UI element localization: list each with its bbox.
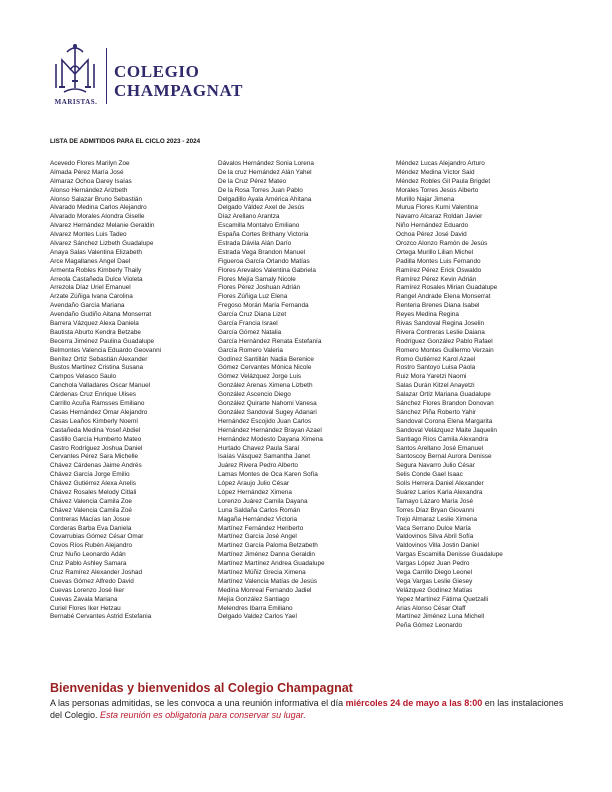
admitted-name: Valdovinos Villa Jostin Daniel — [396, 542, 479, 550]
admitted-name: Valdovinos Silva Abril Sofía — [396, 533, 474, 541]
admitted-name: Covos Ríos Rubén Alejandro — [50, 542, 133, 550]
admitted-name: González Quirarte Nahomi Vanesa — [218, 400, 317, 408]
admitted-name: Cuevas Zavala Mariana — [50, 595, 118, 603]
admitted-name: Sandoval Corona Elena Margarita — [396, 417, 493, 425]
admitted-name: Yepez Martínez Fátima Quetzalli — [396, 595, 489, 603]
admitted-name: Renteria Brenes Diana Isabel — [396, 302, 480, 310]
school-name — [114, 62, 243, 100]
admitted-name: Ramírez Pérez Kevin Adrián — [396, 275, 477, 283]
mandatory-notice: Esta reunión es obligatoria para conservar su lugar. — [100, 709, 306, 720]
admitted-name: Barrera Vázquez Alexa Daniela — [50, 320, 139, 328]
admitted-name: Gómez Velázquez Jorge Luis — [218, 373, 302, 381]
admitted-name: Campos Velasco Saulo — [50, 373, 117, 381]
admitted-name: Cruz Ramírez Alexander Joshad — [50, 568, 142, 576]
admitted-name: Murua Flores Kumi Valentina — [396, 204, 478, 212]
admitted-name: Orozco Alonzo Ramón de Jesús — [396, 240, 488, 248]
admitted-name: Hernández Escojido Juan Carlos — [218, 417, 312, 425]
admitted-name: España Cortes Brithany Victoria — [218, 231, 309, 239]
admitted-name: Alvarez Hernández Melanie Geraldin — [50, 222, 155, 230]
logo-divider — [106, 48, 107, 104]
admitted-name: Becerra Jiménez Paulina Guadalupe — [50, 337, 155, 345]
admitted-name: Morales Torres Jesús Alberto — [396, 186, 479, 194]
admitted-column-3 — [396, 160, 566, 631]
admitted-name: Sánchez Piña Roberto Yahir — [396, 408, 477, 416]
admitted-name: Acevedo Flores Marilyn Zoe — [50, 160, 130, 167]
admitted-name: Delgado Valdez Carlos Yael — [218, 613, 297, 621]
school-name-line1: COLEGIO — [114, 62, 200, 81]
admitted-name: Corderas Barba Eva Daniela — [50, 524, 132, 532]
admitted-name: Cruz Pablo Ashley Samara — [50, 560, 127, 568]
admitted-name: Mejía González Santiago — [218, 595, 290, 603]
welcome-paragraph — [50, 698, 570, 721]
admitted-name: González Arenas Ximena Lizbeth — [218, 382, 313, 390]
admitted-name: Alonso Hernández Arizbeth — [50, 186, 128, 194]
admitted-name: Ochoa Pérez José David — [396, 231, 467, 239]
admitted-name: Suárez Larios Karla Alexandra — [396, 488, 483, 496]
list-title: LISTA DE ADMITIDOS PARA EL CICLO 2023 - 2024 — [50, 138, 201, 145]
admitted-name: Reyes Medina Regina — [396, 311, 459, 319]
welcome-text-before: A las personas admitidas, se les convoca a una reunión informativa el día — [50, 698, 346, 708]
admitted-name: Vaca Serrano Dulce María — [396, 524, 471, 532]
admitted-name: Covarrubias Gómez César Omar — [50, 533, 144, 541]
admitted-name: Salazar Ortiz Mariana Guadalupe — [396, 391, 491, 399]
admitted-name: Rivera Contreras Leslie Daiana — [396, 328, 485, 336]
admitted-name: Martínez Fernández Heriberto — [218, 524, 304, 532]
admitted-name: Luna Saldaña Carlos Román — [218, 506, 301, 514]
admitted-name: Alvarez Sánchez Lizbeth Guadalupe — [50, 240, 154, 248]
admitted-name: Benítez Ortiz Sebastián Alexander — [50, 355, 148, 363]
admitted-name: Flores Mejía Samaly Nicole — [218, 275, 296, 283]
admitted-name: Alvarez Montes Luis Tadeo — [50, 231, 127, 239]
admitted-column-2 — [218, 160, 388, 622]
admitted-name: Chávez Rosales Melody Citlali — [50, 488, 137, 496]
admitted-name: Peña Gómez Leonardo — [396, 622, 463, 630]
admitted-name: Delgadillo Ayala América Ahitana — [218, 195, 312, 203]
admitted-name: Ortega Murillo Lilian Michel — [396, 248, 474, 256]
admitted-name: Rangel Andrade Elena Monserrat — [396, 293, 491, 301]
admitted-name: Martínez García Paloma Betzabeth — [218, 542, 318, 550]
admitted-name: Méndez Robles Gil Paula Brigdet — [396, 177, 491, 185]
admitted-name: Flores Pérez Joshuan Adrián — [218, 284, 301, 292]
admitted-name: Segura Navarro Julio César — [396, 462, 475, 470]
admitted-name: Solís Herrera Daniel Alexander — [396, 480, 484, 488]
admitted-name: Torres Díaz Bryan Giovanni — [396, 506, 475, 514]
admitted-name: Bautista Aburto Kendra Betzabe — [50, 328, 141, 336]
admitted-name: Selis Conde Gael Isaac — [396, 471, 463, 479]
admitted-name: Sánchez Flores Brandon Donovan — [396, 400, 494, 408]
admitted-name: Martínez Jiménez Luna Michell — [396, 613, 485, 621]
admitted-name: Martínez Valencia Matías de Jesús — [218, 577, 317, 585]
admitted-name: Arzate Zúñiga Ivana Carolina — [50, 293, 133, 301]
admitted-name: Estrada Dávila Alán Darío — [218, 240, 292, 248]
admitted-name: Carrillo Acuña Ramsses Emiliano — [50, 400, 145, 408]
admitted-name: Juárez Rivera Pedro Alberto — [218, 462, 298, 470]
admitted-name: Hernández Modesto Dayana Ximena — [218, 435, 323, 443]
admitted-name: Bustos Martínez Cristina Susana — [50, 364, 144, 372]
welcome-heading: Bienvenidas y bienvenidos al Colegio Champagnat — [50, 681, 353, 695]
admitted-name: Lorenzo Juárez Camila Dayana — [218, 497, 308, 505]
admitted-name: González Sandoval Sugey Adanari — [218, 408, 317, 416]
admitted-name: Vega Vargas Leslie Giesey — [396, 577, 473, 585]
admitted-name: Murillo Najar Jimena — [396, 195, 455, 203]
admitted-name: Méndez Medina Víctor Said — [396, 168, 475, 176]
admitted-name: Cuevas Lorenzo José Iker — [50, 586, 125, 594]
admitted-name: Belmontes Valencia Eduardo Geovanni — [50, 346, 162, 354]
admitted-name: Estrada Vega Brandon Manuel — [218, 248, 306, 256]
maristas-label: MARISTAS. — [54, 98, 98, 106]
admitted-name: Almada Pérez María José — [50, 168, 124, 176]
admitted-name: Arce Magallanes Angel Dael — [50, 257, 131, 265]
admitted-name: Santos Arellano José Emanuel — [396, 444, 484, 452]
admitted-list — [50, 160, 570, 670]
admitted-name: Curiel Flores Iker Hetzau — [50, 604, 121, 612]
admitted-name: Flores Zúñiga Luz Elena — [218, 293, 288, 301]
admitted-name: Rostro Santoyo Luisa Paola — [396, 364, 476, 372]
admitted-name: Canchola Valladares Oscar Manuel — [50, 382, 151, 390]
admitted-name: Chávez Gutiérrez Alexa Anelis — [50, 480, 136, 488]
admitted-name: Medina Monreal Fernando Jadiel — [218, 586, 312, 594]
admitted-name: Arias Alonso César Olaff — [396, 604, 466, 612]
admitted-name: Cruz Nuño Leonardo Adán — [50, 551, 126, 559]
admitted-name: Niño Hernández Eduardo — [396, 222, 469, 230]
admitted-name: Contreras Macías Ian Josue — [50, 515, 130, 523]
admitted-name: Salas Durán Kitzel Anayetzi — [396, 382, 475, 390]
admitted-name: Godínez Santillán Nadia Berenice — [218, 355, 314, 363]
admitted-name: Ruiz Mora Yaretzi Naomi — [396, 373, 467, 381]
admitted-name: Romo Gutiérrez Karol Azael — [396, 355, 476, 363]
admitted-name: García Romero Valeria — [218, 346, 283, 354]
admitted-name: Magaña Hernández Victoria — [218, 515, 298, 523]
admitted-name: Cárdenas Cruz Enrique Ulises — [50, 391, 136, 399]
admitted-name: Vega Carrillo Diego Leonel — [396, 568, 473, 576]
admitted-name: Martínez Jiménez Danna Geraldin — [218, 551, 315, 559]
admitted-name: Alvarado Morales Alondra Giselle — [50, 213, 145, 221]
admitted-name: Bernabé Cervantes Astrid Estefania — [50, 613, 152, 621]
admitted-name: González Ascencio Diego — [218, 391, 291, 399]
admitted-name: Castillo García Humberto Mateo — [50, 435, 142, 443]
admitted-name: Avendaño García Mariana — [50, 302, 125, 310]
admitted-name: Padilla Montes Luis Fernando — [396, 257, 481, 265]
admitted-name: Ramírez Pérez Erick Oswaldo — [396, 266, 482, 274]
admitted-name: Díaz Arellano Arantza — [218, 213, 280, 221]
admitted-name: Chávez Valencia Camila Zoé — [50, 506, 132, 514]
admitted-name: Avendaño Gudiño Aitana Monserrat — [50, 311, 152, 319]
admitted-name: Trejo Almaraz Leslie Ximena — [396, 515, 478, 523]
admitted-name: Rodríguez González Pablo Rafael — [396, 337, 493, 345]
admitted-name: Dávalos Hernández Sonia Lorena — [218, 160, 314, 167]
admitted-name: García Francia Israel — [218, 320, 278, 328]
admitted-name: Casas Hernández Omar Alejandro — [50, 408, 148, 416]
admitted-name: Delgado Váldez Axel de Jesús — [218, 204, 305, 212]
meeting-date: miércoles 24 de mayo a las 8:00 — [345, 698, 483, 708]
admitted-name: Hurtado Chavez Paula Saraí — [218, 444, 300, 452]
admitted-name: Chávez García Jorge Emilio — [50, 471, 130, 479]
admitted-name: Flores Arevalos Valentina Gabriela — [218, 266, 316, 274]
admitted-name: Cuevas Gómez Alfredo David — [50, 577, 134, 585]
admitted-name: Martínez Martínez Andrea Guadalupe — [218, 560, 325, 568]
admitted-name: Martínez Múñiz Grecia Ximena — [218, 568, 306, 576]
admitted-name: Armenta Robles Kimberly Thaily — [50, 266, 142, 274]
admitted-name: Santiago Ríos Camila Alexandra — [396, 435, 489, 443]
admitted-name: Isaías Vásquez Samantha Janet — [218, 453, 311, 461]
header — [48, 40, 368, 112]
admitted-name: López Hernández Ximena — [218, 488, 292, 496]
admitted-name: Castañeda Medina Yosef Abdiel — [50, 426, 141, 434]
admitted-name: García Cruz Diana Lizet — [218, 311, 287, 319]
admitted-name: Cervantes Pérez Sara Michelle — [50, 453, 139, 461]
admitted-name: Romero Montes Guillermo Verzain — [396, 346, 494, 354]
admitted-name: García Hernández Renata Estefanía — [218, 337, 322, 345]
admitted-name: Rivas Sandoval Regina Joselin — [396, 320, 485, 328]
admitted-name: López Araujo Julio César — [218, 480, 290, 488]
admitted-name: Ramírez Rosales Mirian Guadalupe — [396, 284, 498, 292]
admitted-name: De la cruz Hernández Alán Yahel — [218, 168, 312, 176]
admitted-name: De la Rosa Torres Juan Pablo — [218, 186, 303, 194]
school-name-line2: CHAMPAGNAT — [114, 81, 244, 100]
admitted-name: Vargas López Juan Pedro — [396, 560, 470, 568]
admitted-name: Casas Leaños Kimberly Noemí — [50, 417, 139, 425]
admitted-column-1 — [50, 160, 220, 622]
admitted-name: Martínez García José Angel — [218, 533, 297, 541]
admitted-name: Escamilla Montalvo Emiliano — [218, 222, 300, 230]
admitted-name: Almaraz Ochoa Darey Isaías — [50, 177, 132, 185]
admitted-name: García Gómez Natalia — [218, 328, 282, 336]
admitted-name: Velázquez Godínez Matías — [396, 586, 473, 594]
admitted-name: Melendres Ibarra Emiliano — [218, 604, 293, 612]
maristas-logo-icon — [48, 40, 102, 112]
welcome-text-after: en las instalaciones del Colegio. — [50, 698, 564, 720]
admitted-name: Méndez Lucas Alejandro Arturo — [396, 160, 485, 167]
admitted-name: Arreola Castañeda Dulce Violeta — [50, 275, 143, 283]
admitted-name: Alonso Salazar Bruno Sebastián — [50, 195, 143, 203]
admitted-name: De la Cruz Pérez Mateo — [218, 177, 287, 185]
admitted-name: Anaya Salas Valentina Elizabeth — [50, 248, 142, 256]
admitted-name: Vargas Escamilla Denisse Guadalupe — [396, 551, 503, 559]
admitted-name: Arrezola Díaz Uriel Emanuel — [50, 284, 131, 292]
admitted-name: Gómez Cervantes Mónica Nicole — [218, 364, 312, 372]
admitted-name: Fregoso Morán María Fernanda — [218, 302, 309, 310]
admitted-name: Tamayo Lázaro María José — [396, 497, 474, 505]
admitted-name: Figueroa García Orlando Matías — [218, 257, 310, 265]
admitted-name: Santoscoy Bernal Aurora Denisse — [396, 453, 492, 461]
admitted-name: Alvarado Medina Carlos Alejandro — [50, 204, 147, 212]
admitted-name: Castro Rodríguez Joshua Daniel — [50, 444, 143, 452]
admitted-name: Hernández Hernández Brayan Azael — [218, 426, 322, 434]
admitted-name: Navarro Alcaraz Roldan Javier — [396, 213, 483, 221]
admitted-name: Sandoval Velázquez Maite Jaquelin — [396, 426, 497, 434]
admitted-name: Chávez Cárdenas Jaime Andrés — [50, 462, 142, 470]
admitted-name: Chávez Valencia Camila Zoe — [50, 497, 132, 505]
admitted-name: Lamas Montes de Oca Karen Sofía — [218, 471, 318, 479]
